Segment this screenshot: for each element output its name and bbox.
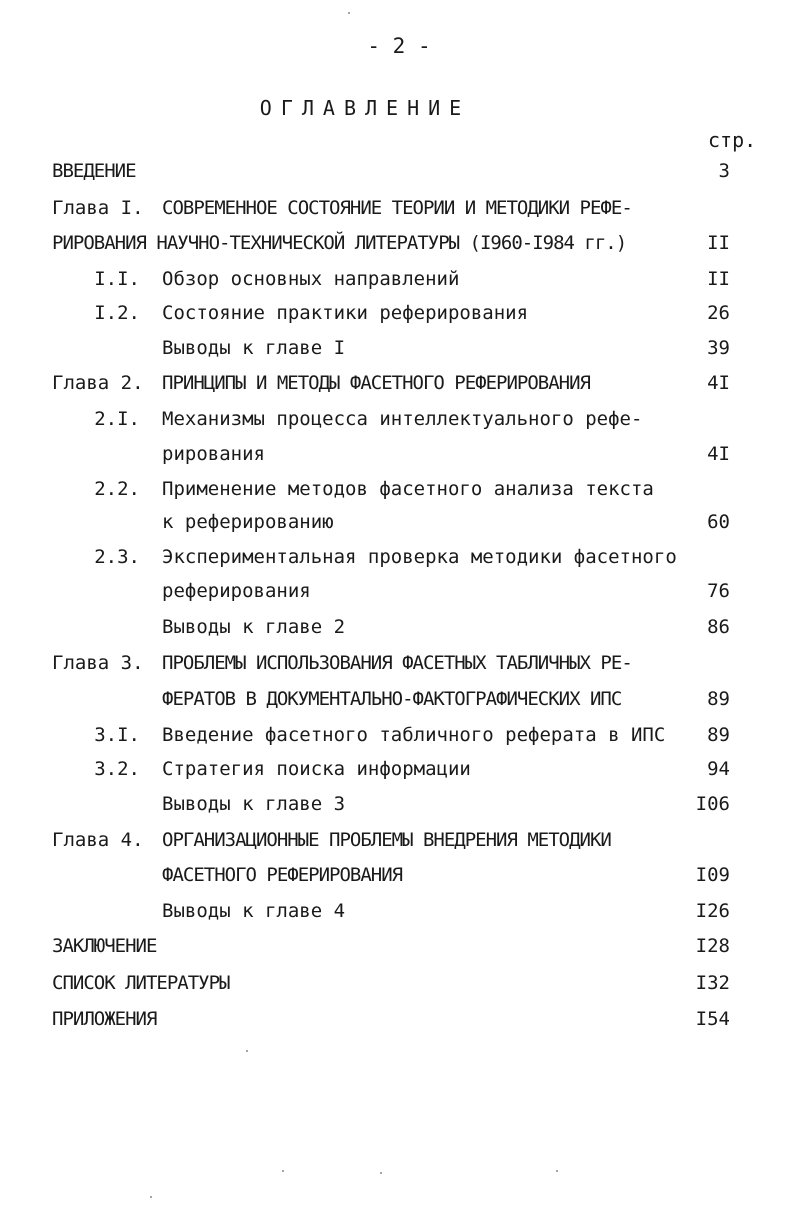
toc-text: Состояние практики реферирования bbox=[162, 302, 529, 324]
toc-page: 4I bbox=[707, 443, 730, 465]
toc-row-chapter-3-cont bbox=[0, 684, 798, 714]
scan-speck bbox=[246, 1050, 248, 1052]
toc-label: ЗАКЛЮЧЕНИЕ bbox=[52, 935, 157, 957]
toc-row-2-1-cont bbox=[0, 439, 798, 469]
toc-page: I54 bbox=[695, 1008, 730, 1030]
toc-label: СПИСОК ЛИТЕРАТУРЫ bbox=[52, 972, 230, 994]
toc-text: Применение методов фасетного анализа текста bbox=[162, 478, 654, 500]
toc-page: 60 bbox=[707, 511, 730, 533]
toc-text: Выводы к главе 3 bbox=[162, 793, 346, 815]
toc-row-introduction bbox=[0, 156, 798, 186]
toc-page: I28 bbox=[695, 935, 730, 957]
toc-page: 3 bbox=[718, 160, 730, 182]
toc-page: 76 bbox=[707, 580, 730, 602]
toc-row-conclusions-1 bbox=[0, 333, 798, 363]
toc-row-2-1 bbox=[0, 404, 798, 434]
toc-row-conclusion bbox=[0, 931, 798, 961]
page-title: ОГЛАВЛЕНИЕ bbox=[259, 96, 471, 120]
toc-text: Выводы к главе 4 bbox=[162, 900, 346, 922]
toc-number: 2.3. bbox=[94, 546, 140, 568]
toc-page: 89 bbox=[707, 688, 730, 710]
toc-page: 26 bbox=[707, 302, 730, 324]
toc-row-chapter-3 bbox=[0, 648, 798, 678]
toc-row-3-2 bbox=[0, 754, 798, 784]
toc-text: к реферированию bbox=[162, 511, 334, 533]
toc-text: Выводы к главе I bbox=[162, 337, 346, 359]
toc-text: Обзор основных направлений bbox=[162, 268, 460, 290]
scan-speck bbox=[348, 12, 350, 14]
toc-row-2-2 bbox=[0, 474, 798, 504]
toc-row-conclusions-3 bbox=[0, 789, 798, 819]
toc-label: ВВЕДЕНИЕ bbox=[52, 160, 136, 182]
toc-text: рирования bbox=[162, 443, 265, 465]
toc-page: 39 bbox=[707, 337, 730, 359]
toc-row-2-3 bbox=[0, 542, 798, 572]
toc-text: ФЕРАТОВ В ДОКУМЕНТАЛЬНО-ФАКТОГРАФИЧЕСКИХ ИПС bbox=[162, 688, 622, 710]
toc-label: ПРИЛОЖЕНИЯ bbox=[52, 1008, 157, 1030]
scan-speck bbox=[556, 1170, 558, 1172]
toc-number: 3.I. bbox=[94, 724, 140, 746]
toc-text: СОВРЕМЕННОЕ СОСТОЯНИЕ ТЕОРИИ И МЕТОДИКИ РЕФЕ- bbox=[162, 197, 632, 219]
toc-number: 2.2. bbox=[94, 478, 140, 500]
toc-label: Глава I. bbox=[52, 197, 144, 219]
toc-text: Механизмы процесса интеллектуального рефе- bbox=[162, 408, 643, 430]
toc-row-1-1 bbox=[0, 264, 798, 294]
toc-row-chapter-1-cont bbox=[0, 228, 798, 258]
scan-speck bbox=[380, 1172, 382, 1174]
toc-page: I06 bbox=[695, 793, 730, 815]
toc-page: I32 bbox=[695, 972, 730, 994]
toc-row-conclusions-2 bbox=[0, 612, 798, 642]
toc-text: реферирования bbox=[162, 580, 311, 602]
toc-text: Введение фасетного табличного реферата в ИПС bbox=[162, 724, 666, 746]
scan-speck bbox=[282, 1170, 284, 1172]
toc-row-appendices bbox=[0, 1004, 798, 1034]
page-number: - 2 - bbox=[367, 34, 431, 58]
toc-row-2-2-cont bbox=[0, 507, 798, 537]
toc-text: Выводы к главе 2 bbox=[162, 616, 346, 638]
toc-page: I09 bbox=[695, 864, 730, 886]
toc-page: 4I bbox=[707, 372, 730, 394]
toc-text: ОРГАНИЗАЦИОННЫЕ ПРОБЛЕМЫ ВНЕДРЕНИЯ МЕТОДИКИ bbox=[162, 829, 611, 851]
toc-row-2-3-cont bbox=[0, 576, 798, 606]
toc-page: I26 bbox=[695, 900, 730, 922]
toc-row-chapter-4 bbox=[0, 825, 798, 855]
toc-label: Глава 3. bbox=[52, 652, 144, 674]
toc-row-conclusions-4 bbox=[0, 896, 798, 926]
toc-page: 94 bbox=[707, 758, 730, 780]
toc-text: ФАСЕТНОГО РЕФЕРИРОВАНИЯ bbox=[162, 864, 403, 886]
toc-label: Глава 2. bbox=[52, 372, 144, 394]
toc-row-3-1 bbox=[0, 720, 798, 750]
toc-page: 89 bbox=[707, 724, 730, 746]
toc-row-chapter-4-cont bbox=[0, 860, 798, 890]
toc-page: II bbox=[707, 232, 730, 254]
scan-speck bbox=[150, 1196, 152, 1198]
toc-label: РИРОВАНИЯ НАУЧНО-ТЕХНИЧЕСКОЙ ЛИТЕРАТУРЫ (I960-I984 гг.) bbox=[52, 232, 627, 254]
toc-number: I.2. bbox=[94, 302, 140, 324]
toc-label: Глава 4. bbox=[52, 829, 144, 851]
toc-text: ПРОБЛЕМЫ ИСПОЛЬЗОВАНИЯ ФАСЕТНЫХ ТАБЛИЧНЫХ РЕ- bbox=[162, 652, 632, 674]
toc-text: Экспериментальная проверка методики фасетного bbox=[162, 546, 677, 568]
toc-number: 2.I. bbox=[94, 408, 140, 430]
toc-row-chapter-2 bbox=[0, 368, 798, 398]
page-column-header: стр. bbox=[708, 128, 757, 152]
toc-text: Стратегия поиска информации bbox=[162, 758, 471, 780]
toc-number: 3.2. bbox=[94, 758, 140, 780]
toc-text: ПРИНЦИПЫ И МЕТОДЫ ФАСЕТНОГО РЕФЕРИРОВАНИЯ bbox=[162, 372, 590, 394]
toc-row-1-2 bbox=[0, 298, 798, 328]
toc-row-references bbox=[0, 968, 798, 998]
toc-number: I.I. bbox=[94, 268, 140, 290]
toc-row-chapter-1 bbox=[0, 193, 798, 223]
toc-page: 86 bbox=[707, 616, 730, 638]
toc-page: II bbox=[707, 268, 730, 290]
